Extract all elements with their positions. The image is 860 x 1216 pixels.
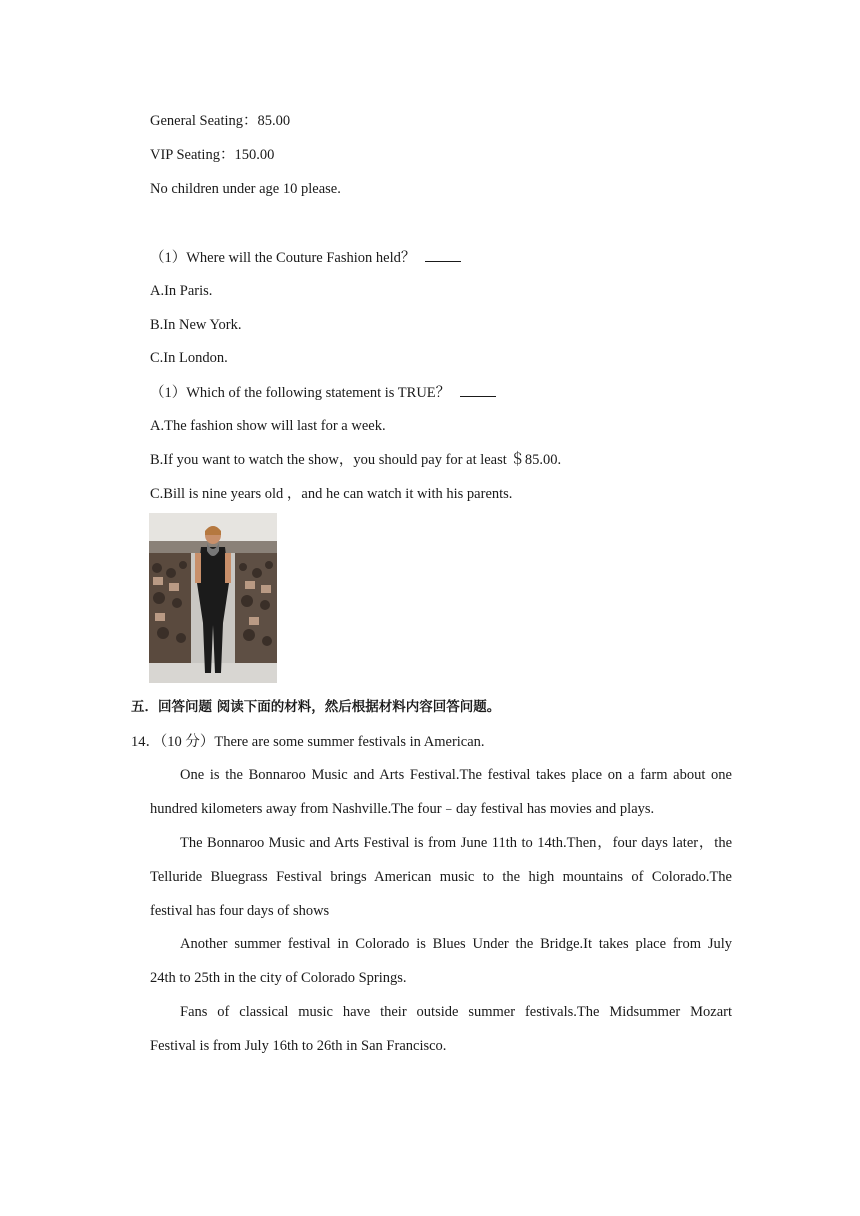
question-1-text: （1）Where will the Couture Fashion held？ [150,250,416,266]
question-2-stem [150,382,496,403]
paragraph-4-line-2: Festival is from July 16th to 26th in San Francisco. [150,1038,447,1054]
question-14-intro: 14．（10 分）There are some summer festivals in American. [131,734,485,750]
option-b: B.If you want to watch the show，you should pay for at least ＄85.00. [150,452,562,468]
option-b: B.In New York. [150,317,242,333]
option-c: C.In London. [150,350,228,366]
general-seating-price: General Seating：85.00 [150,113,291,129]
paragraph-1-line-2: hundred kilometers away from Nashville.The four﹣day festival has movies and plays. [150,801,655,817]
fashion-runway-photo [149,513,277,683]
age-notice: No children under age 10 please. [150,181,341,197]
paragraph-3-line-2: 24th to 25th in the city of Colorado Springs. [150,970,407,986]
paragraph-2-line-3: festival has four days of shows [150,903,330,919]
paragraph-2-line-1: The Bonnaroo Music and Arts Festival is from June 11th to 14th.Then，four days later，the [180,835,732,851]
question-1-stem [150,247,461,268]
paragraph-3-line-1: Another summer festival in Colorado is Blues Under the Bridge.It takes place from July [180,936,732,952]
option-c: C.Bill is nine years old ，and he can watch it with his parents. [150,486,513,502]
option-a: A.In Paris. [150,283,213,299]
paragraph-2-line-2: Telluride Bluegrass Festival brings American music to the high mountains of Colorado.The [150,869,732,885]
vip-seating-price: VIP Seating：150.00 [150,147,275,163]
answer-blank [460,382,496,397]
paragraph-1-line-1: One is the Bonnaroo Music and Arts Festival.The festival takes place on a farm about one [180,767,732,783]
question-2-text: （1）Which of the following statement is TRUE？ [150,385,451,401]
paragraph-4-line-1: Fans of classical music have their outside summer festivals.The Midsummer Mozart [180,1004,732,1020]
option-a: A.The fashion show will last for a week. [150,418,386,434]
answer-blank [425,247,461,262]
section-heading: 五．回答问题 阅读下面的材料，然后根据材料内容回答问题。 [131,699,501,715]
